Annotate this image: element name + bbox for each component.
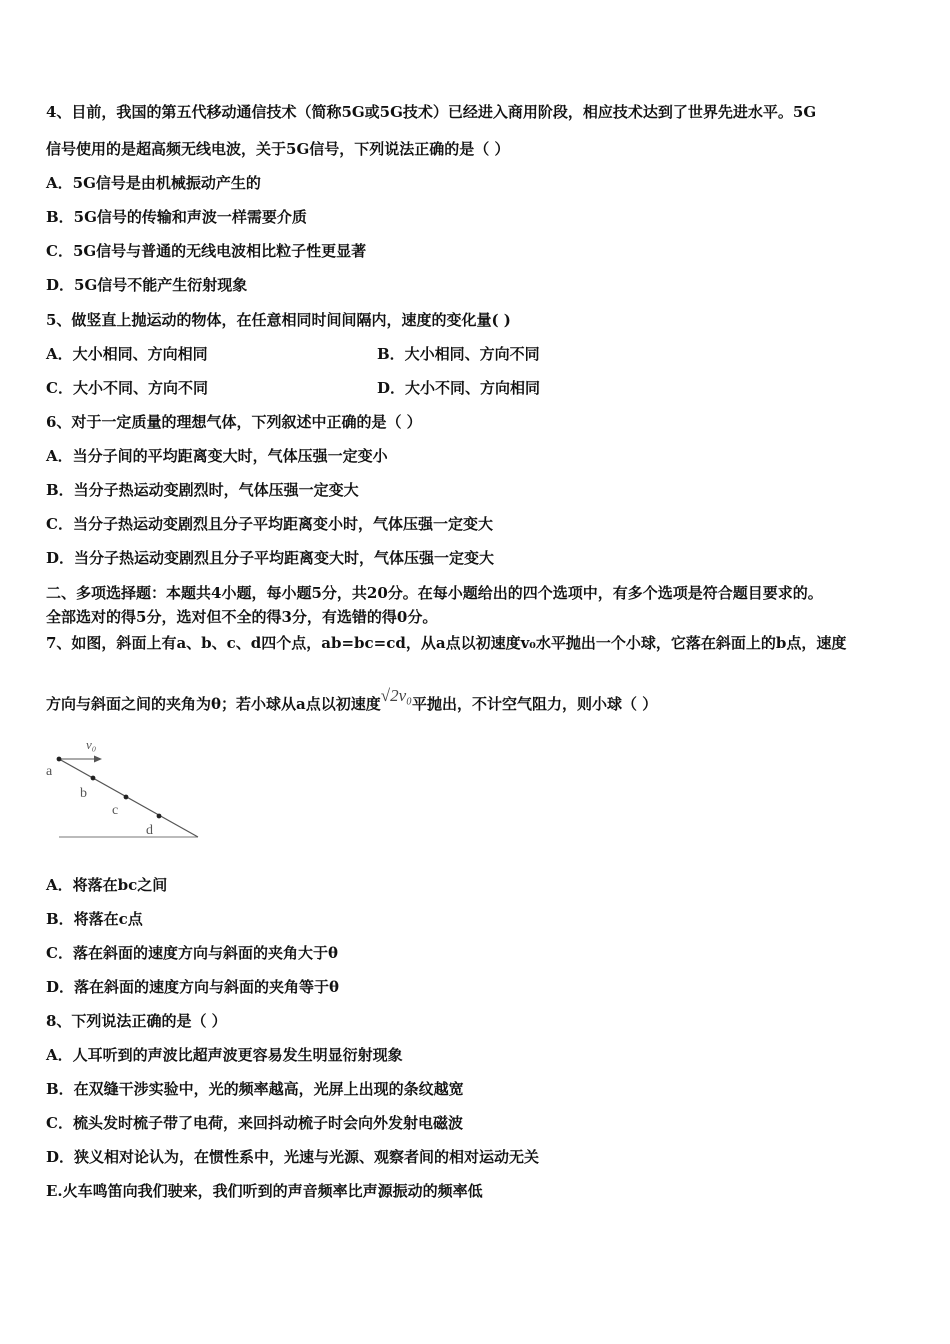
- q8-option-d: D．狭义相对论认为，在惯性系中，光速与光源、观察者间的相对运动无关: [46, 1148, 540, 1166]
- q6-option-b: B．当分子热运动变剧烈时，气体压强一定变大: [46, 481, 359, 499]
- point-b-dot: [91, 776, 96, 781]
- q8-option-c: C．梳头发时梳子带了电荷，来回抖动梳子时会向外发射电磁波: [46, 1114, 463, 1132]
- q7-option-b: B．将落在c点: [46, 910, 143, 928]
- q7-stem-line2-after: 平抛出，不计空气阻力，则小球（ ）: [412, 695, 658, 713]
- v0-label: v₀: [86, 737, 97, 752]
- q8-option-b: B．在双缝干涉实验中，光的频率越高，光屏上出现的条纹越宽: [46, 1080, 464, 1098]
- q7-stem-line1: 7、如图，斜面上有a、b、c、d四个点，ab=bc=cd，从a点以初速度v₀水平抛出一个小球，它落在斜面上的b点，速度: [46, 634, 847, 652]
- v0-arrow-head: [94, 756, 102, 763]
- q4-option-a: A．5G信号是由机械振动产生的: [46, 174, 261, 192]
- point-c-label: c: [112, 803, 119, 818]
- q7-option-c: C．落在斜面的速度方向与斜面的夹角大于θ: [46, 944, 338, 962]
- q5-option-a: A．大小相同、方向相同: [46, 345, 208, 363]
- q6-option-d: D．当分子热运动变剧烈且分子平均距离变大时，气体压强一定变大: [46, 549, 495, 567]
- q4-stem-line1: 4、目前，我国的第五代移动通信技术（简称5G或5G技术）已经进入商用阶段，相应技术达到了世界先进水平。5G: [46, 103, 817, 121]
- q4-option-c: C．5G信号与普通的无线电波相比粒子性更显著: [46, 242, 367, 260]
- q5-option-d: D．大小不同、方向相同: [377, 379, 541, 397]
- q8-stem: 8、下列说法正确的是（ ）: [46, 1012, 227, 1030]
- point-a-dot: [57, 757, 62, 762]
- point-a-label: a: [46, 764, 53, 779]
- section2-instructions-line1: 二、多项选择题：本题共4小题，每小题5分，共20分。在每小题给出的四个选项中，有多个选项是符合题目要求的。: [46, 584, 823, 602]
- q4-option-d: D．5G信号不能产生衍射现象: [46, 276, 248, 294]
- q7-sqrt2-v0-expression: √2v₀: [380, 686, 413, 705]
- point-c-dot: [124, 795, 129, 800]
- q4-option-b: B．5G信号的传输和声波一样需要介质: [46, 208, 307, 226]
- q6-option-c: C．当分子热运动变剧烈且分子平均距离变小时，气体压强一定变大: [46, 515, 493, 533]
- point-b-label: b: [80, 786, 87, 801]
- q7-stem-line2-before: 方向与斜面之间的夹角为θ；若小球从a点以初速度: [46, 695, 381, 713]
- point-d-dot: [157, 814, 162, 819]
- q7-incline-figure: [40, 733, 205, 843]
- q5-stem: 5、做竖直上抛运动的物体，在任意相同时间间隔内，速度的变化量( ): [46, 311, 511, 329]
- q7-option-d: D．落在斜面的速度方向与斜面的夹角等于θ: [46, 978, 340, 996]
- point-d-label: d: [146, 823, 153, 838]
- q6-option-a: A．当分子间的平均距离变大时，气体压强一定变小: [46, 447, 388, 465]
- q5-option-c: C．大小不同、方向不同: [46, 379, 208, 397]
- q6-stem: 6、对于一定质量的理想气体，下列叙述中正确的是（ ）: [46, 413, 422, 431]
- q4-stem-line2: 信号使用的是超高频无线电波，关于5G信号，下列说法正确的是（ ）: [46, 140, 510, 158]
- q7-option-a: A．将落在bc之间: [46, 876, 168, 894]
- section2-instructions-line2: 全部选对的得5分，选对但不全的得3分，有选错的得0分。: [46, 608, 438, 626]
- q8-option-e: E.火车鸣笛向我们驶来，我们听到的声音频率比声源振动的频率低: [46, 1182, 483, 1200]
- q7-stem-line2: [46, 686, 658, 714]
- q8-option-a: A．人耳听到的声波比超声波更容易发生明显衍射现象: [46, 1046, 403, 1064]
- q5-option-b: B．大小相同、方向不同: [377, 345, 540, 363]
